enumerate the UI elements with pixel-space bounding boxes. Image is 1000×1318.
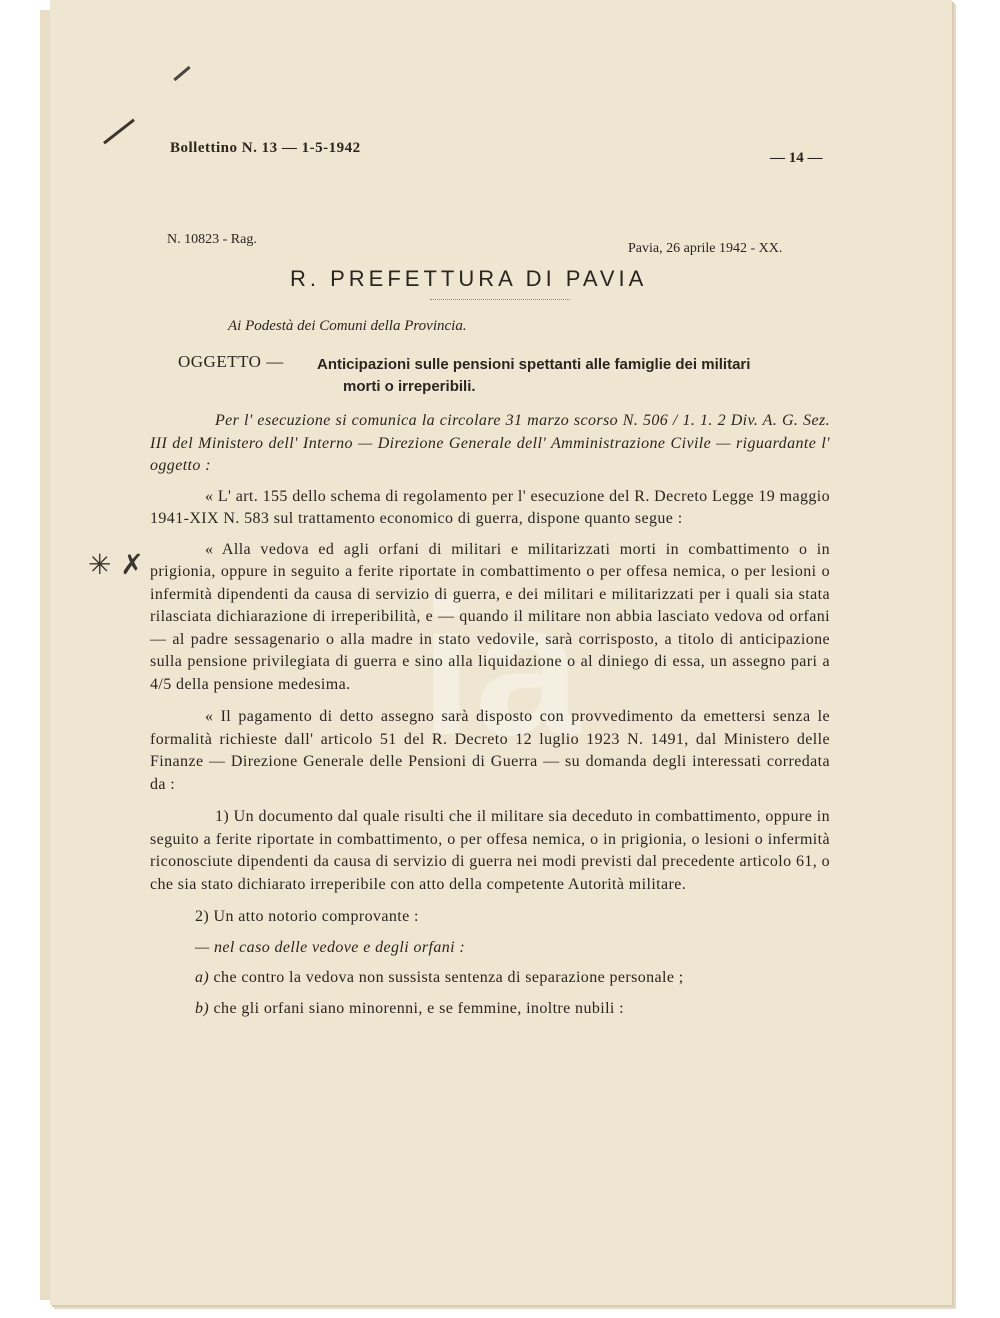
intro-paragraph: Per l' esecuzione si comunica la circolare 31 marzo scorso N. 506 / 1. 1. 2 Div. A. G. Sez. III del Ministero dell' Interno — Direzione Generale dell' Amministrazione Civile — riguardante l' oggetto : xyxy=(150,412,830,474)
list-item: 2) Un atto notorio comprovante : xyxy=(195,908,419,925)
title-divider xyxy=(430,299,570,300)
document-title: R. PREFETTURA DI PAVIA xyxy=(290,266,648,291)
document-body xyxy=(150,410,830,1020)
paragraph: « Alla vedova ed agli orfani di militari e militarizzati morti in combattimento o in prigionia, oppure in seguito a ferite riportate in combattimento o per offesa nemica, o per lesioni o infermità dipendenti da causa di servizio di guerra, e dei militari e militarizzati per i quali sia stata rilasciata dichiarazione di irreperibilità, e — quando il militare non abbia lasciato vedova od orfani — al padre sessagenario o alla madre in stato vedovile, sarà corrisposto, a titolo di anticipazione sulla pensione privilegiata di guerra e sino alla liquidazione o al diniego di essa, un assegno pari a 4/5 della pensione medesima. xyxy=(150,540,830,693)
subitem-text: che gli orfani siano minorenni, e se femmine, inoltre nubili : xyxy=(213,999,625,1017)
subject-label: OGGETTO — xyxy=(178,352,284,371)
addressee: Ai Podestà dei Comuni della Provincia. xyxy=(228,318,467,334)
handwritten-mark: ✳ ✗ xyxy=(88,548,144,581)
list-subitem xyxy=(150,998,830,1021)
paragraph: « Il pagamento di detto assegno sarà disposto con provvedimento da emettersi senza le formalità richieste dall' articolo 51 del R. Decreto 12 luglio 1923 N. 1491, dal Ministero delle Finanze — Direzione Generale delle Pensioni di Guerra — su domanda degli interessati corredata da : xyxy=(150,708,830,793)
subitem-label: b) xyxy=(195,999,210,1017)
page-number: — 14 — xyxy=(770,150,823,166)
bulletin-header: Bollettino N. 13 — 1-5-1942 xyxy=(170,140,361,156)
paragraph: « L' art. 155 dello schema di regolamento per l' esecuzione del R. Decreto Legge 19 maggio 1941-XIX N. 583 sul trattamento economico di guerra, dispone quanto segue : xyxy=(150,487,830,527)
place-date: Pavia, 26 aprile 1942 - XX. xyxy=(628,241,783,256)
protocol-number: N. 10823 - Rag. xyxy=(167,232,257,247)
subitem-text: che contro la vedova non sussista sentenza di separazione personale ; xyxy=(213,969,684,986)
list-item: 1) Un documento dal quale risulti che il militare sia deceduto in combattimento, oppure in seguito a ferite riportate in combattimento, o per offesa nemica, o in prigionia, o lesioni o infermità riconosciute dipendenti da causa di servizio di guerra nei modi previsti dal precedente articolo 61, o che sia stato dichiarato irreperibile con atto della competente Autorità militare. xyxy=(150,808,830,893)
subject-line-1: Anticipazioni sulle pensioni spettanti alle famiglie dei militari xyxy=(317,356,751,373)
subitem-label: a) xyxy=(195,969,210,986)
subject-line-2: morti o irreperibili. xyxy=(343,378,476,395)
list-subitem xyxy=(150,967,830,990)
watermark: ia xyxy=(420,563,583,775)
list-subheading: — nel caso delle vedove e degli orfani : xyxy=(195,938,466,956)
subject-text xyxy=(317,354,817,398)
